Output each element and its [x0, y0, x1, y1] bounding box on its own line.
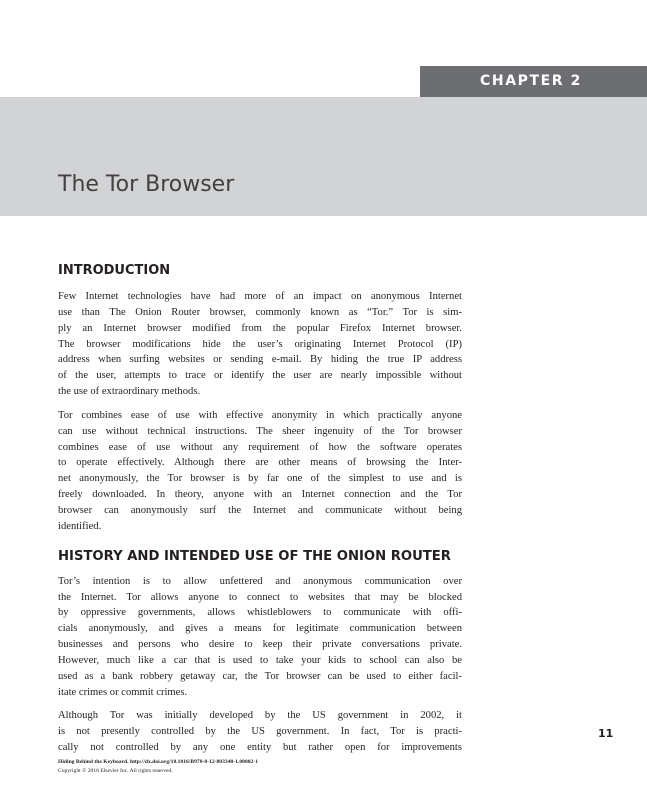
paragraph [58, 708, 462, 756]
paragraph [58, 289, 462, 400]
text-line: businesses and persons who desire to keep their private conversations private. [58, 639, 462, 651]
text-line: combines ease of use without any requirement of how the software operates [58, 441, 462, 453]
paragraph [58, 574, 462, 701]
text-line: browser can anonymously surf the Internet and communicate without being [58, 504, 462, 516]
text-line: to operate effectively. Although there are other means of browsing the Inter- [58, 457, 462, 469]
section-heading: HISTORY AND INTENDED USE OF THE ONION ROUTER [58, 548, 451, 564]
text-line: address when surfing websites or sending e-mail. By hiding the true IP address [58, 354, 462, 366]
paragraph [58, 408, 462, 535]
footer [58, 758, 258, 776]
doi-citation: Hiding Behind the Keyboard. http://dx.doi.org/10.1016/B978-0-12-803340-1.00002-1 [58, 759, 258, 765]
text-line: used as a bank robbery getaway car, the Tor browser can be used to either facil- [58, 670, 462, 682]
text-line: identified. [58, 520, 102, 532]
text-line: net anonymously, the Tor browser is by far one of the simplest to use and is [58, 473, 462, 485]
section-history [58, 547, 462, 756]
text-line: ply an Internet browser modified from the popular Firefox Internet browser. [58, 322, 462, 334]
text-line: by oppressive governments, allows whistleblowers to communicate with offi- [58, 607, 462, 619]
chapter-label: CHAPTER 2 [420, 66, 647, 97]
copyright-notice: Copyright © 2016 Elsevier Inc. All rights reserved. [58, 768, 173, 774]
text-line: The browser modifications hide the user’s originating Internet Protocol (IP) [58, 338, 462, 350]
section-introduction [58, 261, 462, 535]
page-number: 11 [598, 727, 614, 740]
text-line: cials anonymously, and gives a means for legitimate communication between [58, 623, 462, 635]
text-line: the use of extraordinary methods. [58, 386, 201, 398]
text-line: the Internet. Tor allows anyone to connect to websites that may be blocked [58, 591, 462, 603]
text-line: Tor combines ease of use with effective anonymity in which practically anyone [58, 409, 462, 421]
body-content [58, 261, 462, 764]
text-line: Tor’s intention is to allow unfettered and anonymous communication over [58, 575, 462, 587]
text-line: can use without technical instructions. The sheer ingenuity of the Tor browser [58, 425, 462, 437]
text-line: itate crimes or commit crimes. [58, 686, 188, 698]
text-line: However, much like a car that is used to take your kids to school can also be [58, 654, 462, 666]
chapter-title: The Tor Browser [58, 172, 235, 197]
text-line: is not presently controlled by the US government. In fact, Tor is practi- [58, 726, 462, 738]
text-line: Few Internet technologies have had more of an impact on anonymous Internet [58, 291, 462, 302]
text-line: use than The Onion Router browser, commonly known as “Tor.” Tor is sim- [58, 306, 462, 318]
section-heading: INTRODUCTION [58, 263, 171, 278]
text-line: of the user, attempts to trace or identify the user are nearly impossible without [58, 370, 462, 382]
text-line: Although Tor was initially developed by the US government in 2002, it [58, 710, 462, 722]
text-line: cally not controlled by any one entity but rather open for improvements [58, 742, 462, 754]
text-line: freely downloaded. In theory, anyone with an Internet connection and the Tor [58, 489, 462, 501]
